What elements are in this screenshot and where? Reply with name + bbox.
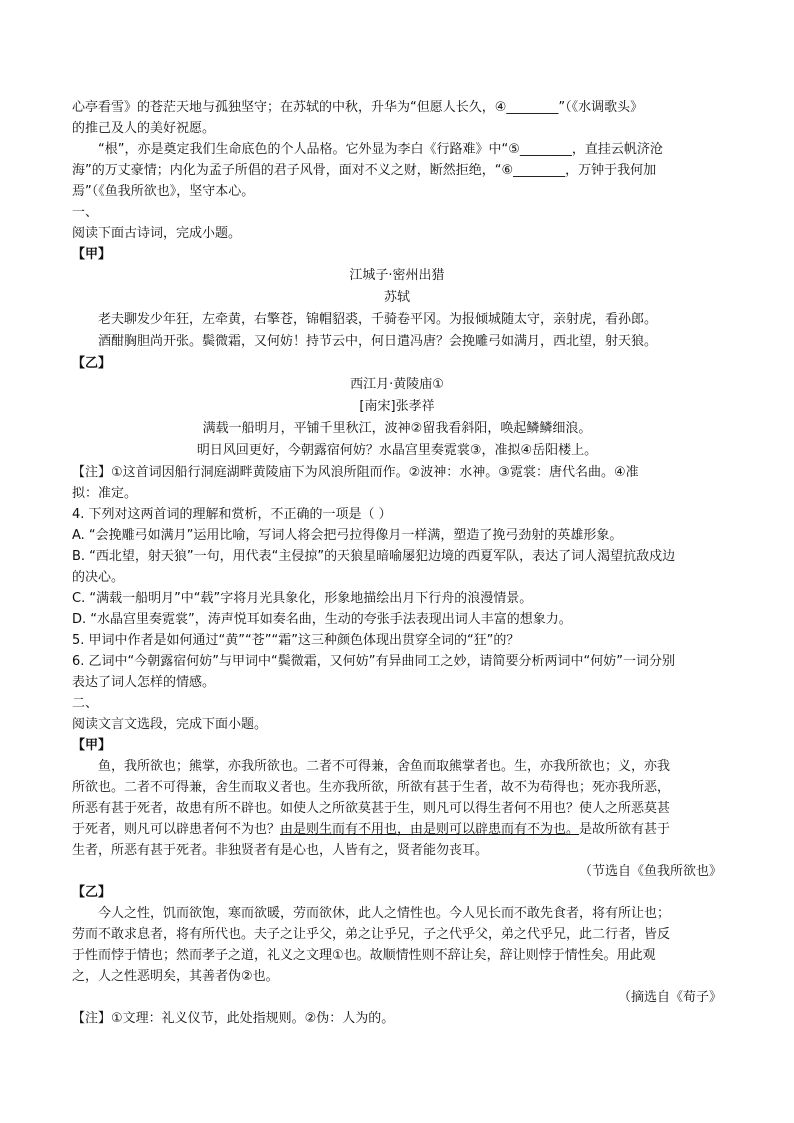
question-6: 6. 乙词中“今朝露宿何妨”与甲词中“鬓微霜，又何妨”有异曲同工之妙，请简要分析两词中“何妨”一词分别	[72, 654, 675, 669]
question-4-option-b-cont: 的决心。	[72, 570, 125, 585]
passage-yi-line-4: 之，人之性恶明矣，其善者伪②也。	[72, 969, 279, 984]
poem-jia-line-2: 酒酣胸胆尚开张。鬓微霜，又何妨！持节云中，何日遣冯唐？会挽雕弓如满月，西北望，射天狼。	[98, 334, 658, 349]
poem-yi	[72, 374, 722, 462]
question-4-option-d: D. “水晶宫里奏霓裳”，涛声悦耳如奏名曲，生动的夸张手法表现出词人丰富的想象力。	[72, 612, 572, 627]
document-page	[72, 97, 722, 1029]
question-5: 5. 甲词中作者是如何通过“黄”“苍”“霜”这三种颜色体现出贯穿全词的“狂”的？	[72, 633, 520, 648]
passage-jia	[72, 756, 722, 882]
passage-yi-line-1: 今人之性，饥而欲饱，寒而欲暖，劳而欲休，此人之情性也。今人见长而不敢先食者，将有所让也；	[98, 906, 671, 921]
label-jia: 【甲】	[72, 247, 112, 262]
section-one	[72, 202, 722, 693]
poem-note-line-2: 拟：准定。	[72, 486, 138, 501]
label-yi-2: 【乙】	[72, 885, 112, 900]
top-line-2: 的推己及人的美好祝愿。	[72, 121, 216, 136]
passage-jia-line-4-end: 是故所欲有甚于	[579, 822, 671, 837]
passage-jia-source: （节选自《鱼我所欲也》	[578, 864, 722, 879]
passage-jia-line-5: 生者，所恶有甚于死者。非独贤者有是心也，人皆有之，贤者能勿丧耳。	[72, 843, 489, 858]
passage-note: 【注】①文理：礼义仪节，此处指规则。②伪：人为的。	[72, 1011, 395, 1026]
passage-yi-line-3: 于性而悖于情也；然而孝子之道，礼义之文理①也。故顺情性则不辞让矣，辞让则悖于情性矣。用此观	[72, 948, 656, 963]
poem-jia	[72, 265, 722, 353]
question-4-option-c: C. “满载一船明月”中“载”字将月光具象化，形象地描绘出月下行舟的浪漫情景。	[72, 591, 533, 606]
poem-yi-author: [南宋]张孝祥	[359, 399, 435, 414]
question-6-cont: 表达了词人怎样的情感。	[72, 675, 216, 690]
poem-jia-author: 苏轼	[383, 290, 410, 305]
top-line-1: 心亭看雪》的苍茫天地与孤独坚守；在苏轼的中秋，升华为“但愿人长久，④________”（《水调歌头》	[72, 100, 644, 115]
question-4-option-a: A. “会挽雕弓如满月”运用比喻，写词人将会把弓拉得像月一样满，塑造了挽弓劲射的英雄形象。	[72, 528, 623, 543]
top-passage	[72, 97, 722, 202]
poem-yi-line-2: 明日风回更好，今朝露宿何妨？水晶宫里奏霓裳③，准拟④岳阳楼上。	[196, 443, 598, 458]
passage-yi	[72, 903, 722, 1008]
label-jia-2: 【甲】	[72, 738, 112, 753]
top-line-3: “根”，亦是奠定我们生命底色的个人品格。它外显为李白《行路难》中“⑤________，直挂云帆济沧	[98, 142, 663, 157]
top-line-5: 焉”（《鱼我所欲也》，坚守本心。	[72, 184, 255, 199]
label-yi: 【乙】	[72, 356, 112, 371]
section-one-number: 一、	[72, 205, 99, 220]
section-one-instruction: 阅读下面古诗词，完成小题。	[72, 226, 242, 241]
passage-yi-line-2: 劳而不敢求息者，将有所代也。夫子之让乎父，弟之让乎兄，子之代乎父，弟之代乎兄，此二行者，皆反	[72, 927, 671, 942]
passage-jia-line-4	[72, 819, 722, 840]
section-two	[72, 693, 722, 1029]
poem-jia-title: 江城子·密州出猎	[349, 268, 445, 283]
poem-yi-title: 西江月·黄陵庙①	[350, 377, 444, 392]
poem-jia-line-1: 老夫聊发少年狂，左牵黄，右擎苍，锦帽貂裘，千骑卷平冈。为报倾城随太守，亲射虎，看孙郎。	[98, 312, 658, 327]
section-two-number: 二、	[72, 696, 99, 711]
top-line-4: 海”的万丈豪情；内化为孟子所倡的君子风骨，面对不义之财，断然拒绝，“⑥________，万钟于我何加	[72, 163, 657, 178]
question-4: 4. 下列对这两首词的理解和赏析，不正确的一项是（ ）	[72, 507, 392, 522]
question-4-option-b: B. “西北望，射天狼”一句，用代表“主侵掠”的天狼星暗喻屡犯边境的西夏军队，表达了词人渴望抗敌戍边	[72, 549, 676, 564]
passage-yi-source: （摘选自《荀子》	[617, 990, 722, 1005]
passage-jia-line-3: 所恶有甚于死者，故患有所不辟也。如使人之所欲莫甚于生，则凡可以得生者何不用也？使人之所恶莫甚	[72, 801, 671, 816]
passage-jia-line-4-start: 于死者，则凡可以辟患者何不为也？	[72, 822, 281, 837]
underlined-sentence: 由是则生而有不用也，由是则可以辟患而有不为也。	[280, 822, 580, 837]
poem-yi-line-1: 满载一船明月，平铺千里秋江，波神②留我看斜阳，唤起鳞鳞细浪。	[202, 421, 592, 436]
passage-jia-line-2: 所欲也。二者不可得兼，舍生而取义者也。生亦我所欲，所欲有甚于生者，故不为苟得也；死亦我所恶，	[72, 780, 671, 795]
poem-note-line-1: 【注】①这首词因船行洞庭湖畔黄陵庙下为风浪所阻而作。②波神：水神。③霓裳：唐代名曲。④准	[72, 465, 639, 480]
passage-jia-line-1: 鱼，我所欲也；熊掌，亦我所欲也。二者不可得兼，舍鱼而取熊掌者也。生，亦我所欲也；义，亦我	[98, 759, 671, 774]
section-two-instruction: 阅读文言文选段，完成下面小题。	[72, 717, 268, 732]
